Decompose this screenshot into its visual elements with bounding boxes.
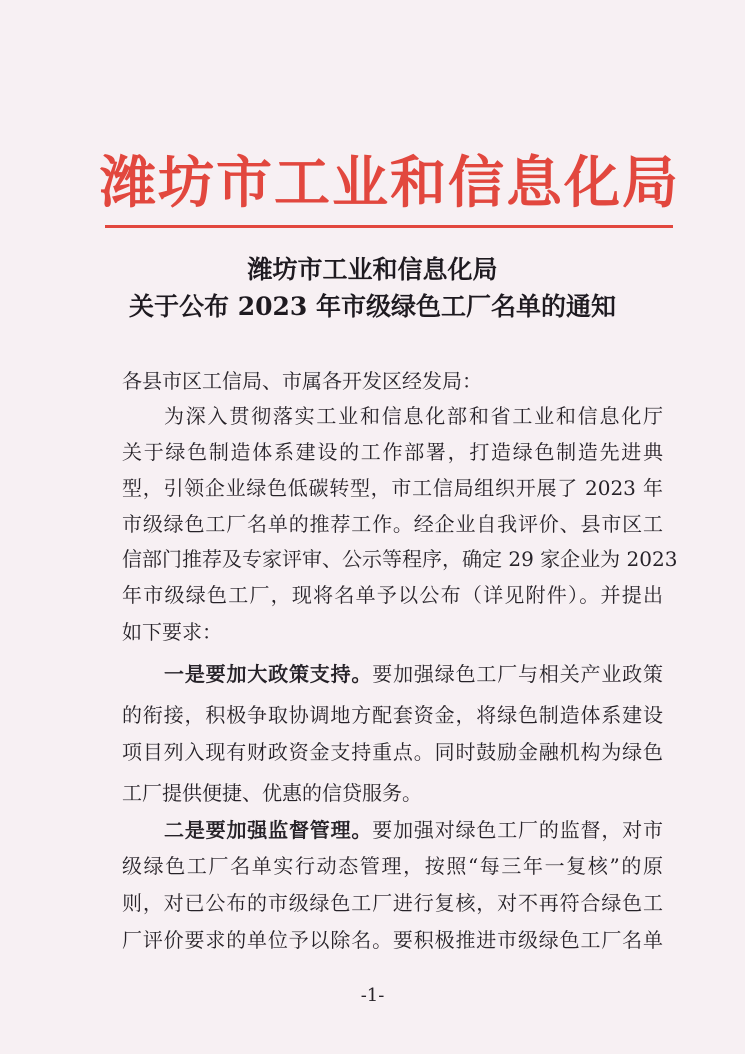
- document-title-line2: 关于公布 2023 年市级绿色工厂名单的通知: [129, 292, 616, 321]
- body-line: 如下要求：: [122, 620, 222, 644]
- letterhead-divider: [105, 225, 673, 228]
- body-line: 厂评价要求的单位予以除名。要积极推进市级绿色工厂名单: [122, 928, 663, 952]
- body-line: 级绿色工厂名单实行动态管理，按照“每三年一复核”的原: [122, 854, 663, 878]
- body-line: 信部门推荐及专家评审、公示等程序，确定 29 家企业为 2023: [122, 547, 678, 571]
- letterhead: 潍坊市工业和信息化局: [100, 150, 680, 216]
- section-heading-1: 一是要加大政策支持。: [164, 662, 373, 686]
- page-number: -1-: [360, 985, 385, 1006]
- salutation: 各县市区工信局、市属各开发区经发局：: [122, 369, 482, 393]
- section-heading-2: 二是要加强监督管理。: [164, 818, 373, 842]
- body-text: 要加强对绿色工厂的监督，对市: [372, 818, 664, 842]
- body-line-heading2: [164, 815, 663, 845]
- body-line: 的衔接，积极争取协调地方配套资金，将绿色制造体系建设: [122, 703, 663, 727]
- body-line-heading1: [164, 659, 663, 689]
- body-text: 要加强绿色工厂与相关产业政策: [372, 662, 664, 686]
- document-title-line1: 潍坊市工业和信息化局: [247, 255, 498, 284]
- body-line: 关于绿色制造体系建设的工作部署，打造绿色制造先进典: [122, 440, 663, 464]
- body-line: 年市级绿色工厂，现将名单予以公布（详见附件）。并提出: [122, 583, 663, 607]
- body-line: 型，引领企业绿色低碳转型，市工信局组织开展了 2023 年: [122, 476, 663, 500]
- body-line: 为深入贯彻落实工业和信息化部和省工业和信息化厅: [164, 404, 663, 428]
- body-line: 工厂提供便捷、优惠的信贷服务。: [122, 781, 422, 805]
- body-line: 市级绿色工厂名单的推荐工作。经企业自我评价、县市区工: [122, 512, 663, 536]
- body-line: 项目列入现有财政资金支持重点。同时鼓励金融机构为绿色: [122, 740, 663, 764]
- body-line: 则，对已公布的市级绿色工厂进行复核，对不再符合绿色工: [122, 891, 663, 915]
